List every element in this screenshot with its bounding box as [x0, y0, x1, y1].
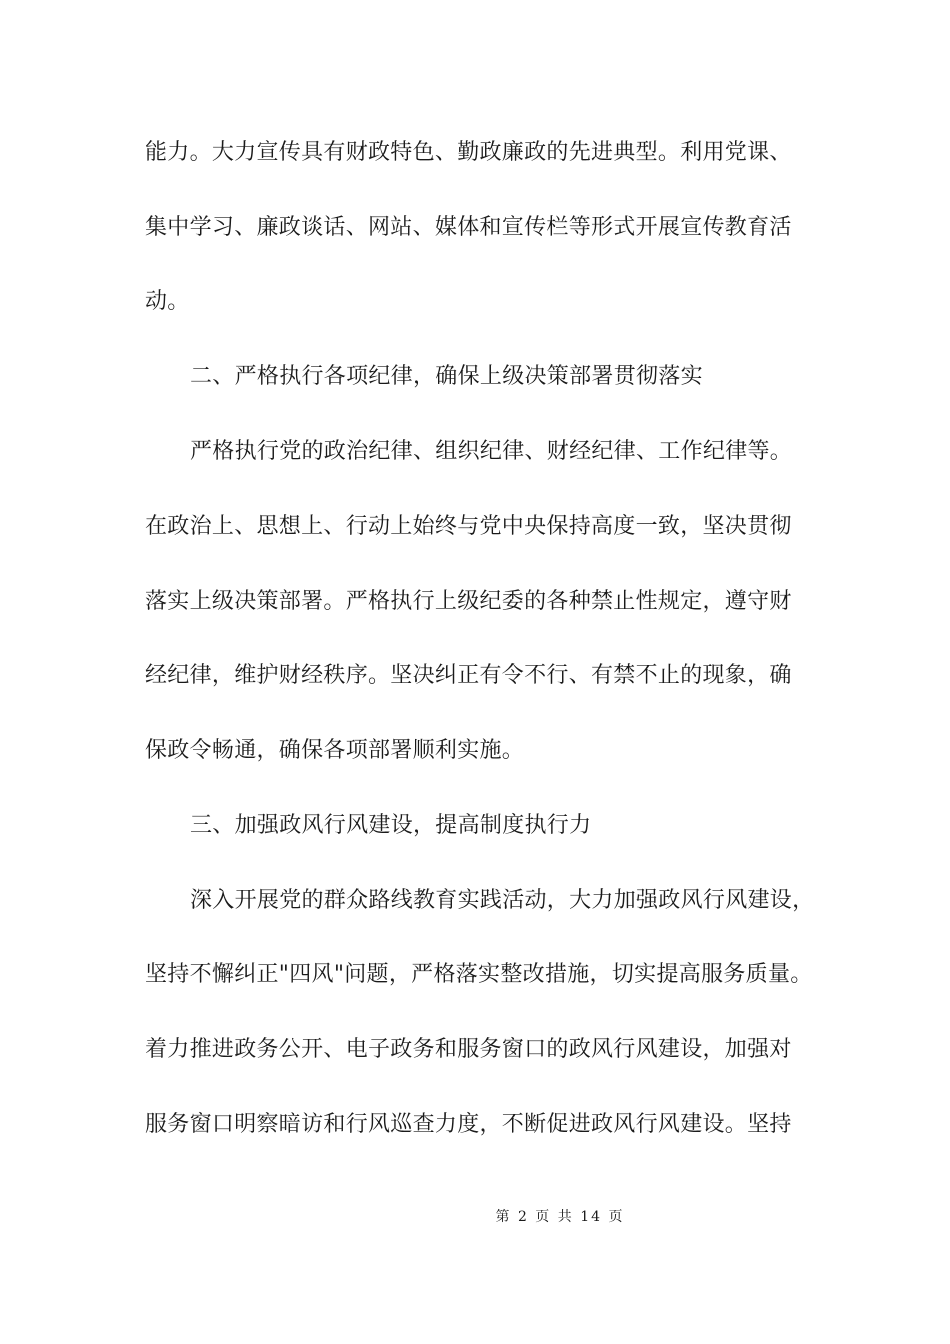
- text-line: 坚持不懈纠正"四风"问题，严格落实整改措施，切实提高服务质量。: [145, 962, 813, 987]
- text-line: 集中学习、廉政谈话、网站、媒体和宣传栏等形式开展宣传教育活: [145, 215, 792, 240]
- text-line: 能力。大力宣传具有财政特色、勤政廉政的先进典型。利用党课、: [145, 140, 792, 165]
- text-line: 保政令畅通，确保各项部署顺利实施。: [145, 738, 525, 763]
- page-number-footer: 第 2 页 共 14 页: [495, 1209, 625, 1225]
- section-heading-2: 二、严格执行各项纪律，确保上级决策部署贯彻落实: [190, 364, 703, 389]
- text-line: 经纪律，维护财经秩序。坚决纠正有令不行、有禁不止的现象，确: [145, 663, 792, 688]
- text-line: 严格执行党的政治纪律、组织纪律、财经纪律、工作纪律等。: [190, 439, 793, 464]
- text-line: 着力推进政务公开、电子政务和服务窗口的政风行风建设，加强对: [145, 1037, 792, 1062]
- text-line: 服务窗口明察暗访和行风巡查力度，不断促进政风行风建设。坚持: [145, 1112, 792, 1137]
- text-line: 深入开展党的群众路线教育实践活动，大力加强政风行风建设，: [190, 888, 815, 913]
- text-line: 在政治上、思想上、行动上始终与党中央保持高度一致，坚决贯彻: [145, 514, 792, 539]
- text-line: 落实上级决策部署。严格执行上级纪委的各种禁止性规定，遵守财: [145, 589, 792, 614]
- section-heading-3: 三、加强政风行风建设，提高制度执行力: [190, 813, 592, 838]
- text-line: 动。: [145, 289, 190, 314]
